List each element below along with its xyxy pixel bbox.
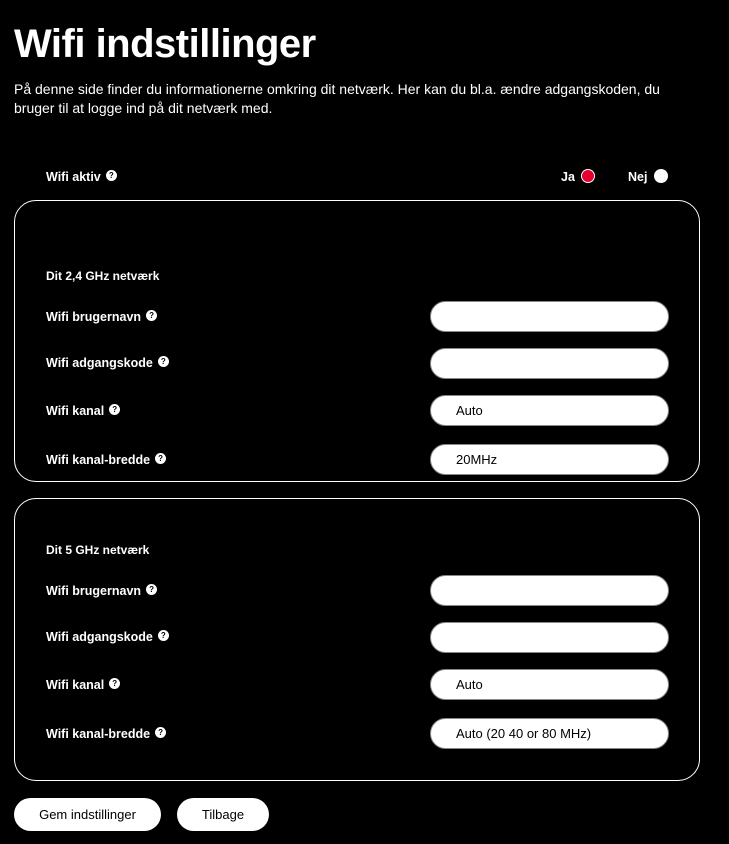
page-title: Wifi indstillinger: [14, 22, 316, 66]
help-icon[interactable]: ?: [106, 170, 117, 181]
network-24-channel-label-text: Wifi kanal: [46, 404, 105, 418]
help-icon[interactable]: ?: [109, 678, 120, 689]
network-24-username-input[interactable]: [430, 301, 669, 332]
network-5-username-label: [46, 584, 157, 598]
help-icon[interactable]: ?: [109, 404, 120, 415]
network-5-width-select[interactable]: Auto (20 40 or 80 MHz): [430, 718, 669, 749]
wifi-active-label-text: Wifi aktiv: [46, 170, 101, 184]
network-24-title: Dit 2,4 GHz netværk: [46, 269, 160, 283]
network-24-panel: [14, 200, 700, 482]
network-5-username-label-text: Wifi brugernavn: [46, 584, 142, 598]
help-icon[interactable]: ?: [146, 584, 157, 595]
network-24-width-label-text: Wifi kanal-bredde: [46, 453, 151, 467]
network-24-password-label: [46, 356, 169, 370]
network-5-channel-label: [46, 678, 120, 692]
network-5-password-label: [46, 630, 169, 644]
network-5-password-input[interactable]: [430, 622, 669, 653]
network-5-width-label: [46, 727, 166, 741]
help-icon[interactable]: ?: [155, 727, 166, 738]
network-5-channel-label-text: Wifi kanal: [46, 678, 105, 692]
help-icon[interactable]: ?: [158, 630, 169, 641]
help-icon[interactable]: ?: [158, 356, 169, 367]
radio-yes[interactable]: [581, 169, 595, 183]
network-24-password-label-text: Wifi adgangskode: [46, 356, 153, 370]
network-24-username-label: [46, 310, 157, 324]
network-5-password-label-text: Wifi adgangskode: [46, 630, 153, 644]
save-button[interactable]: Gem indstillinger: [14, 798, 161, 831]
back-button[interactable]: Tilbage: [177, 798, 269, 831]
radio-no-label: Nej: [628, 170, 648, 184]
network-24-password-input[interactable]: [430, 348, 669, 379]
network-5-username-input[interactable]: [430, 575, 669, 606]
network-5-channel-select[interactable]: Auto: [430, 669, 669, 700]
help-icon[interactable]: ?: [155, 453, 166, 464]
help-icon[interactable]: ?: [146, 310, 157, 321]
network-24-username-label-text: Wifi brugernavn: [46, 310, 142, 324]
radio-no[interactable]: [654, 169, 668, 183]
network-5-width-label-text: Wifi kanal-bredde: [46, 727, 151, 741]
network-5-title: Dit 5 GHz netværk: [46, 543, 150, 557]
wifi-active-label: [46, 170, 117, 184]
network-24-channel-select[interactable]: Auto: [430, 395, 669, 426]
network-24-width-label: [46, 453, 166, 467]
network-24-width-select[interactable]: 20MHz: [430, 444, 669, 475]
page-intro: På denne side finder du informationerne omkring dit netværk. Her kan du bl.a. ændre adgangskoden, du bruger til at logge ind på dit netværk med.: [14, 81, 660, 116]
radio-yes-label: Ja: [561, 170, 575, 184]
network-24-channel-label: [46, 404, 120, 418]
